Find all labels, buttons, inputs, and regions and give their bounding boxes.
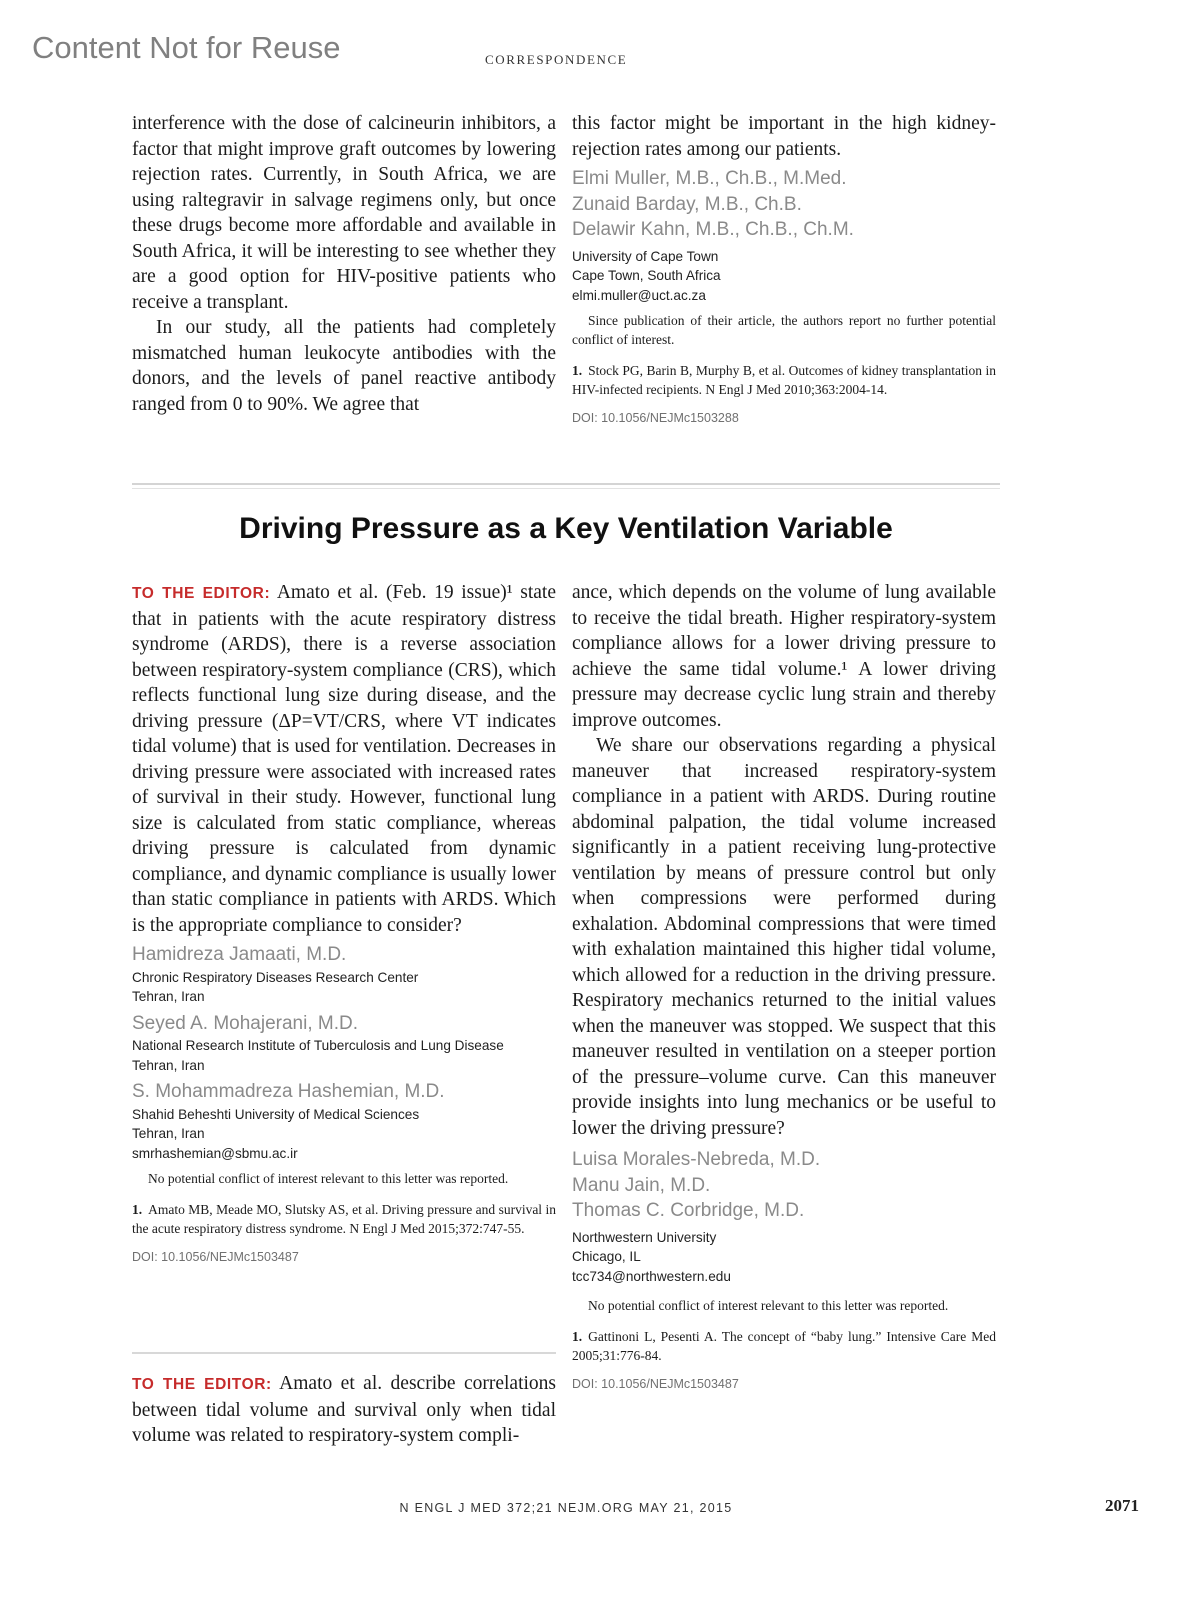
email-link[interactable]: smrhashemian@sbmu.ac.ir [132, 1145, 298, 1161]
watermark: Content Not for Reuse [32, 30, 341, 65]
reference-number: 1. [132, 1202, 143, 1217]
affiliation-line: Cape Town, South Africa [572, 268, 721, 283]
author-name: Luisa Morales-Nebreda, M.D. [572, 1149, 821, 1170]
affiliation-line: Tehran, Iran [132, 1126, 205, 1141]
page-number: 2071 [1105, 1496, 1139, 1515]
body-paragraph: interference with the dose of calcineurin inhibitors, a factor that might improve graft outcomes by lowering rejection rates. Currently, in South Africa, we are using raltegravir in salvage regimens only, but once these drugs become more affordable and available in South Africa, it will be interesting to see whether they are a good option for HIV-positive patients who receive a transplant. [132, 113, 556, 313]
letter2-start-column [132, 1371, 556, 1449]
body-paragraph: TO THE EDITOR: Amato et al. describe correlations between tidal volume and survival only when tidal volume was related to respiratory-system compli- [132, 1373, 556, 1446]
reference [572, 1327, 996, 1365]
body-paragraph: We share our observations regarding a physical maneuver that increased respiratory-system compliance in a patient with ARDS. During routine abdominal palpation, the tidal volume increased significantly in a patient receiving lung-protective ventilation by means of pressure control but only when compressions were performed during exhalation. Abdominal compressions that were timed with exhalation maintained this higher tidal volume, which allowed for a reduction in the driving pressure. Respiratory mechanics returned to the initial values when the maneuver was stopped. We suspect that this maneuver resulted in ventilation on a steeper portion of the pressure–volume curve. Can this maneuver provide insights into lung mechanics or be useful to lower the driving pressure? [572, 735, 996, 1139]
body-paragraph: In our study, all the patients had completely mismatched human leukocyte antibodies with the donors, and the levels of panel reactive antibody ranged from 0 to 90%. We agree that [132, 317, 556, 415]
author-name: S. Mohammadreza Hashemian, M.D. [132, 1081, 445, 1102]
affiliation-line: University of Cape Town [572, 248, 719, 264]
reference [572, 361, 996, 399]
letter2-right-column [572, 580, 996, 1393]
affiliation [572, 1228, 996, 1287]
reference-number: 1. [572, 1329, 583, 1344]
affiliation [572, 247, 996, 306]
journal-footer: N ENGL J MED 372;21 NEJM.ORG MAY 21, 2015 [399, 1501, 733, 1515]
doi-link[interactable]: DOI: 10.1056/NEJMc1503288 [572, 411, 739, 425]
affiliation-line: Northwestern University [572, 1229, 717, 1245]
email-link[interactable]: tcc734@northwestern.edu [572, 1268, 731, 1284]
body-paragraph: ance, which depends on the volume of lung available to receive the tidal breath. Higher respiratory-system compliance allows for a lower driving pressure to achieve the same tidal volume.¹ A lower driving pressure may decrease cyclic lung strain and thereby improve outcomes. [572, 582, 996, 731]
reference-text: Gattinoni L, Pesenti A. The concept of “baby lung.” Intensive Care Med 2005;31:776-84. [572, 1329, 996, 1363]
doi-link[interactable]: DOI: 10.1056/NEJMc1503487 [572, 1377, 739, 1391]
affiliation-line: Chronic Respiratory Diseases Research Center [132, 969, 419, 985]
body-paragraph: this factor might be important in the high kidney-rejection rates among our patients. [572, 113, 996, 160]
section-divider [132, 488, 1000, 489]
email-link[interactable]: elmi.muller@uct.ac.za [572, 287, 706, 303]
letter-divider [132, 1352, 556, 1354]
author-name: Thomas C. Corbridge, M.D. [572, 1200, 805, 1221]
article-title: Driving Pressure as a Key Ventilation Variable [239, 512, 893, 545]
author-list [572, 166, 996, 243]
author-name: Seyed A. Mohajerani, M.D. [132, 1012, 358, 1034]
affiliation-line: Shahid Beheshti University of Medical Sciences [132, 1106, 420, 1122]
reference-number: 1. [572, 363, 583, 378]
author-block [132, 1079, 556, 1163]
doi-link[interactable]: DOI: 10.1056/NEJMc1503487 [132, 1250, 299, 1264]
reference-text: Stock PG, Barin B, Murphy B, et al. Outcomes of kidney transplantation in HIV-infected recipients. N Engl J Med 2010;363:2004-14. [572, 363, 996, 397]
author-name: Zunaid Barday, M.B., Ch.B. [572, 193, 802, 215]
section-header: CORRESPONDENCE [485, 52, 628, 67]
disclosure: Since publication of their article, the authors report no further potential conflict of interest. [572, 313, 996, 347]
author-list [572, 1147, 996, 1224]
prev-letter-left-column [132, 111, 556, 417]
author-name: Hamidreza Jamaati, M.D. [132, 944, 347, 965]
disclosure: No potential conflict of interest relevant to this letter was reported. [148, 1171, 509, 1186]
to-the-editor-label: TO THE EDITOR: [132, 1376, 272, 1393]
letter1-column [132, 580, 556, 1266]
disclosure: No potential conflict of interest relevant to this letter was reported. [588, 1298, 949, 1313]
author-name: Delawir Kahn, M.B., Ch.B., Ch.M. [572, 219, 854, 240]
reference [132, 1200, 556, 1238]
author-block [132, 1011, 556, 1076]
prev-letter-right-column [572, 111, 996, 427]
author-name: Elmi Muller, M.B., Ch.B., M.Med. [572, 168, 847, 189]
section-divider [132, 483, 1000, 485]
affiliation-line: National Research Institute of Tuberculosis and Lung Disease [132, 1038, 504, 1053]
author-name: Manu Jain, M.D. [572, 1174, 711, 1196]
to-the-editor-label: TO THE EDITOR: [132, 585, 271, 602]
body-paragraph: TO THE EDITOR: Amato et al. (Feb. 19 issue)¹ state that in patients with the acute respiratory distress syndrome (ARDS), there is a reverse association between respiratory-system compliance (CRS), which reflects functional lung size during disease, and the driving pressure (ΔP=VT/CRS, where VT indicates tidal volume) that is used for ventilation. Decreases in driving pressure were associated with increased rates of survival in their study. However, functional lung size is calculated from static compliance, whereas driving pressure is calculated from dynamic compliance, and dynamic compliance is usually lower than static compliance in patients with ARDS. Which is the appropriate compliance to consider? [132, 582, 556, 936]
affiliation-line: Tehran, Iran [132, 1057, 205, 1073]
affiliation-line: Tehran, Iran [132, 989, 205, 1004]
affiliation-line: Chicago, IL [572, 1249, 641, 1264]
reference-text: Amato MB, Meade MO, Slutsky AS, et al. Driving pressure and survival in the acute respiratory distress syndrome. N Engl J Med 2015;372:747-55. [132, 1202, 556, 1236]
author-block [132, 942, 556, 1007]
